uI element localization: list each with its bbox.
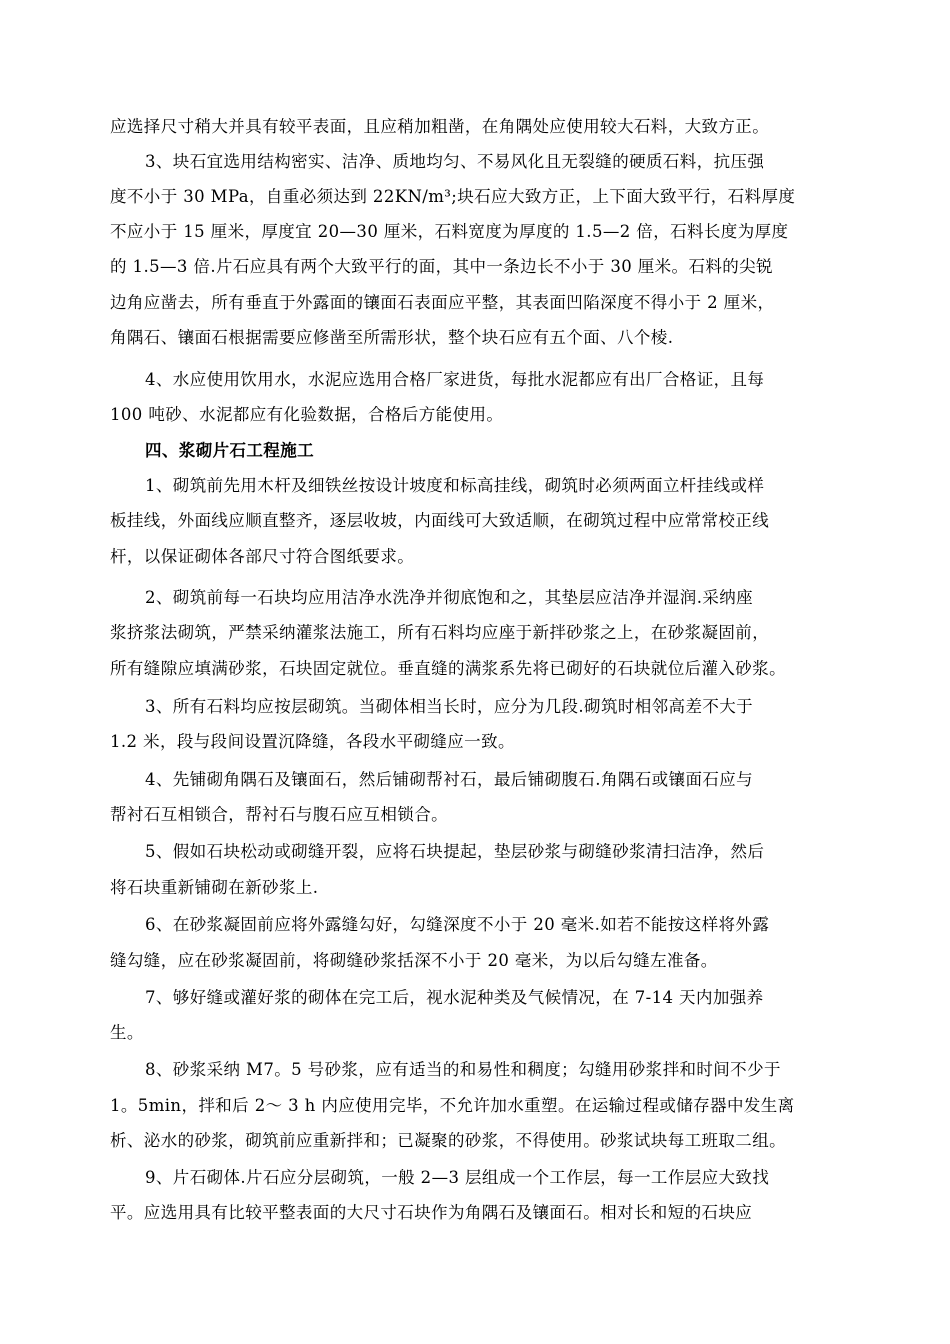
text-line: 缝勾缝，应在砂浆凝固前，将砌缝砂浆括深不小于 20 毫米，为以后勾缝左准备。 [110, 951, 718, 970]
text-line: 4、先铺砌角隅石及镶面石，然后铺砌帮衬石，最后铺砌腹石.角隅石或镶面石应与 [145, 770, 754, 789]
text-line: 8、砂浆采纳 M7。5 号砂浆，应有适当的和易性和稠度；勾缝用砂浆拌和时间不少于 [145, 1060, 781, 1079]
text-line: 析、泌水的砂浆，砌筑前应重新拌和；已凝聚的砂浆，不得使用。砂浆试块每工班取二组。 [110, 1131, 786, 1150]
text-line: 的 1.5—3 倍.片石应具有两个大致平行的面，其中一条边长不小于 30 厘米。石料的尖锐 [110, 257, 773, 276]
text-line: 不应小于 15 厘米，厚度宜 20—30 厘米，石料宽度为厚度的 1.5—2 倍，石料长度为厚度 [110, 222, 789, 241]
text-line: 5、假如石块松动或砌缝开裂，应将石块提起，垫层砂浆与砌缝砂浆清扫洁净，然后 [145, 842, 765, 861]
text-line: 6、在砂浆凝固前应将外露缝勾好，勾缝深度不小于 20 毫米.如若不能按这样将外露 [145, 915, 770, 934]
text-line: 边角应凿去，所有垂直于外露面的镶面石表面应平整，其表面凹陷深度不得小于 2 厘米， [110, 293, 775, 312]
text-line: 所有缝隙应填满砂浆，石块固定就位。垂直缝的满浆系先将已砌好的石块就位后灌入砂浆。 [110, 659, 786, 678]
text-line: 角隅石、镶面石根据需要应修凿至所需形状，整个块石应有五个面、八个棱. [110, 328, 674, 347]
text-line: 7、够好缝或灌好浆的砌体在完工后，视水泥种类及气候情况，在 7-14 天内加强养 [145, 988, 764, 1007]
text-line: 应选择尺寸稍大并具有较平表面，且应稍加粗凿，在角隅处应使用较大石料，大致方正。 [110, 117, 770, 136]
section-heading: 四、浆砌片石工程施工 [145, 441, 314, 460]
text-line: 度不小于 30 MPa，自重必须达到 22KN/m³;块石应大致方正，上下面大致平行，石料厚度 [110, 187, 796, 206]
text-line: 杆，以保证砌体各部尺寸符合图纸要求。 [110, 547, 415, 566]
text-line: 板挂线，外面线应顺直整齐，逐层收坡，内面线可大致适顺，在砌筑过程中应常常校正线 [110, 511, 770, 530]
text-line: 3、所有石料均应按层砌筑。当砌体相当长时，应分为几段.砌筑时相邻高差不大于 [145, 697, 754, 716]
text-line: 帮衬石互相锁合，帮衬石与腹石应互相锁合。 [110, 805, 448, 824]
text-line: 浆挤浆法砌筑，严禁采纳灌浆法施工，所有石料均应座于新拌砂浆之上，在砂浆凝固前， [110, 623, 770, 642]
text-line: 1.2 米，段与段间设置沉降缝，各段水平砌缝应一致。 [110, 732, 515, 751]
text-line: 1。5min，拌和后 2～ 3 h 内应使用完毕，不允许加水重塑。在运输过程或储存器中发生离 [110, 1096, 795, 1115]
text-line: 9、片石砌体.片石应分层砌筑，一般 2—3 层组成一个工作层，每一工作层应大致找 [145, 1168, 770, 1187]
text-line: 将石块重新铺砌在新砂浆上. [110, 878, 319, 897]
text-line: 2、砌筑前每一石块均应用洁净水洗净并彻底饱和之，其垫层应洁净并湿润.采纳座 [145, 588, 754, 607]
text-line: 100 吨砂、水泥都应有化验数据，合格后方能使用。 [110, 405, 504, 424]
text-line: 生。 [110, 1023, 144, 1042]
text-line: 4、水应使用饮用水，水泥应选用合格厂家进货，每批水泥都应有出厂合格证，且每 [145, 370, 765, 389]
text-line: 3、块石宜选用结构密实、洁净、质地均匀、不易风化且无裂缝的硬质石料，抗压强 [145, 152, 765, 171]
text-line: 平。应选用具有比较平整表面的大尺寸石块作为角隅石及镶面石。相对长和短的石块应 [110, 1203, 753, 1222]
text-line: 1、砌筑前先用木杆及细铁丝按设计坡度和标高挂线，砌筑时必须两面立杆挂线或样 [145, 476, 765, 495]
